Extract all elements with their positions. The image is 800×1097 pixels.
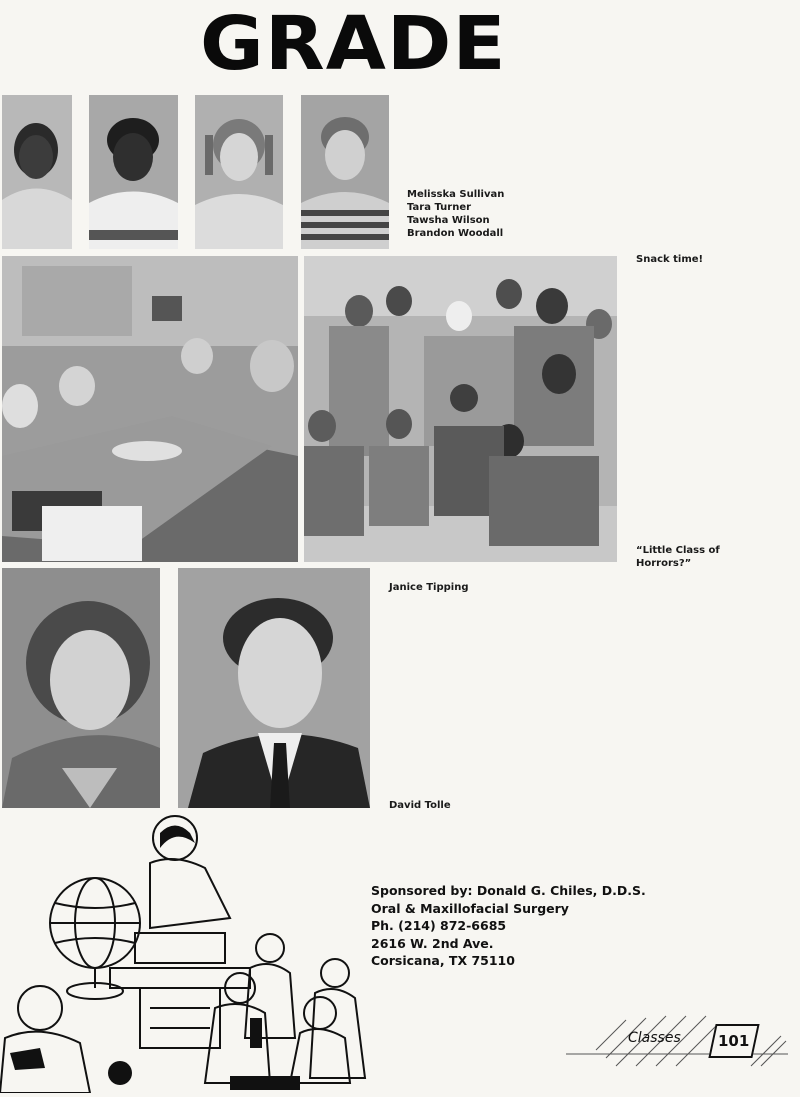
sponsor-line: 2616 W. 2nd Ave. bbox=[371, 935, 494, 951]
teacher-name-2: David Tolle bbox=[389, 800, 451, 811]
student-name: Tara Turner bbox=[407, 202, 472, 213]
page-number bbox=[708, 1024, 759, 1058]
teacher-portrait-david-tolle bbox=[178, 568, 370, 808]
sponsor-line: Ph. (214) 872-6685 bbox=[371, 918, 507, 933]
little-class-of-horrors-photo bbox=[304, 256, 617, 562]
student-name: Tawsha Wilson bbox=[407, 215, 490, 226]
section-footer bbox=[566, 1010, 788, 1080]
teacher-name-1: Janice Tipping bbox=[389, 582, 469, 593]
sponsor-line: Corsicana, TX 75110 bbox=[371, 953, 515, 968]
snack-time-photo bbox=[2, 256, 298, 562]
page-title: GRADE bbox=[200, 1, 507, 87]
snack-time-caption: Snack time! bbox=[636, 254, 704, 265]
sponsor-block bbox=[371, 882, 701, 970]
student-portrait-3 bbox=[195, 95, 283, 249]
children-studying-illustration bbox=[0, 808, 400, 1093]
student-name: Melisska Sullivan bbox=[407, 189, 505, 200]
horrors-caption-line: “Little Class of bbox=[636, 545, 720, 556]
horrors-caption-line: Horrors?” bbox=[636, 558, 692, 569]
student-portrait-4 bbox=[301, 95, 389, 249]
student-portrait-2 bbox=[89, 95, 178, 249]
horrors-caption bbox=[636, 544, 720, 570]
sponsor-line: Oral & Maxillofacial Surgery bbox=[371, 900, 569, 916]
sponsor-line: Sponsored by: Donald G. Chiles, D.D.S. bbox=[371, 883, 646, 898]
student-portrait-1 bbox=[2, 95, 72, 249]
student-names bbox=[407, 188, 504, 240]
section-label: Classes bbox=[628, 1030, 681, 1046]
student-name: Brandon Woodall bbox=[407, 228, 504, 239]
teacher-portrait-janice-tipping bbox=[2, 568, 160, 808]
page-number-text: 101 bbox=[718, 1032, 750, 1050]
